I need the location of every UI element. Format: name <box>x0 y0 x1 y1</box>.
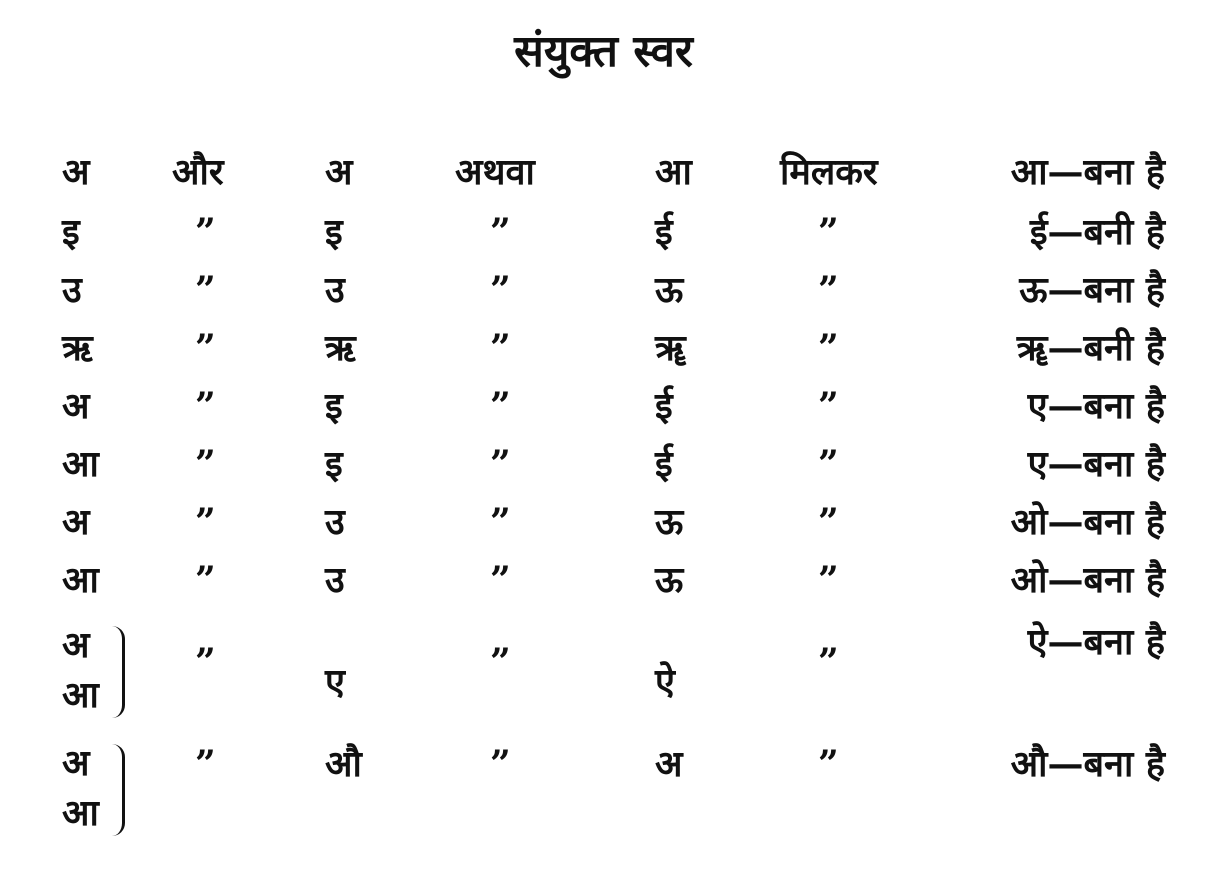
row-vowel-2: इ <box>325 385 343 427</box>
row-vowel-2: उ <box>325 559 345 601</box>
row-result: ऊ—बना है <box>1019 269 1165 311</box>
row-vowel-2: उ <box>325 269 345 311</box>
header-vowel-2: अ <box>325 151 353 193</box>
header-vowel-1: अ <box>62 151 90 193</box>
row-vowel-3: अ <box>655 743 683 785</box>
row-result: ॠ—बनी है <box>1016 327 1165 369</box>
ditto-mark: ” <box>195 743 216 785</box>
ditto-mark: ” <box>490 641 511 683</box>
row-vowel-2: औ <box>325 743 362 785</box>
ditto-mark: ” <box>490 501 511 543</box>
row-result: ए—बना है <box>1027 385 1165 427</box>
header-result: आ—बना है <box>1010 151 1165 193</box>
header-vowel-3: आ <box>655 151 692 193</box>
row-vowel-2: ए <box>325 661 345 703</box>
row-vowel-3: ऐ <box>655 661 675 703</box>
ditto-mark: ” <box>195 559 216 601</box>
curly-brace <box>112 626 125 718</box>
row-vowel-3: ॠ <box>655 327 686 369</box>
row-result: ओ—बना है <box>1010 559 1165 601</box>
ditto-mark: ” <box>490 385 511 427</box>
ditto-mark: ” <box>818 385 839 427</box>
table-row <box>0 558 1207 618</box>
ditto-mark: ” <box>195 443 216 485</box>
ditto-mark: ” <box>195 641 216 683</box>
curly-brace <box>112 744 125 836</box>
row-vowel-3: ऊ <box>655 269 684 311</box>
row-vowel-1: आ <box>62 443 99 485</box>
ditto-mark: ” <box>195 269 216 311</box>
grouped-table-row <box>0 738 1207 848</box>
row-vowel-2: इ <box>325 443 343 485</box>
table-row <box>0 442 1207 502</box>
ditto-mark: ” <box>490 743 511 785</box>
table-row <box>0 500 1207 560</box>
header-combined: मिलकर <box>780 151 878 193</box>
row-vowel-1: ऋ <box>62 327 93 369</box>
ditto-mark: ” <box>490 559 511 601</box>
row-vowel-3: ऊ <box>655 501 684 543</box>
row-vowel-3: ऊ <box>655 559 684 601</box>
table-row <box>0 268 1207 328</box>
header-or: अथवा <box>455 151 535 193</box>
ditto-mark: ” <box>818 559 839 601</box>
ditto-mark: ” <box>818 641 839 683</box>
ditto-mark: ” <box>818 211 839 253</box>
table-row <box>0 210 1207 270</box>
row-vowel-3: ई <box>655 211 673 253</box>
ditto-mark: ” <box>490 211 511 253</box>
row-result: औ—बना है <box>1010 743 1165 785</box>
ditto-mark: ” <box>195 211 216 253</box>
row-vowel-2: इ <box>325 211 343 253</box>
row-result: ई—बनी है <box>1029 211 1165 253</box>
ditto-mark: ” <box>195 385 216 427</box>
row-vowel-1: इ <box>62 211 80 253</box>
table-row <box>0 384 1207 444</box>
grouped-vowel-top: अ <box>62 742 90 784</box>
row-vowel-1: अ <box>62 385 90 427</box>
ditto-mark: ” <box>195 501 216 543</box>
ditto-mark: ” <box>818 327 839 369</box>
row-result: ए—बना है <box>1027 443 1165 485</box>
header-and: और <box>172 151 224 193</box>
row-vowel-2: उ <box>325 501 345 543</box>
ditto-mark: ” <box>818 743 839 785</box>
grouped-table-row <box>0 620 1207 730</box>
grouped-vowel-top: अ <box>62 624 90 666</box>
row-result: ओ—बना है <box>1010 501 1165 543</box>
ditto-mark: ” <box>490 443 511 485</box>
grouped-vowel-stack <box>62 738 99 838</box>
grouped-vowel-bottom: आ <box>62 792 99 834</box>
row-vowel-1: आ <box>62 559 99 601</box>
grouped-vowel-stack <box>62 620 99 720</box>
table-row <box>0 326 1207 386</box>
row-vowel-3: ई <box>655 443 673 485</box>
row-vowel-3: ई <box>655 385 673 427</box>
ditto-mark: ” <box>195 327 216 369</box>
grouped-vowel-bottom: आ <box>62 674 99 716</box>
row-vowel-1: उ <box>62 269 82 311</box>
ditto-mark: ” <box>818 443 839 485</box>
table-header-row <box>0 150 1207 210</box>
page-title: संयुक्त स्वर <box>514 26 693 77</box>
row-vowel-2: ऋ <box>325 327 356 369</box>
ditto-mark: ” <box>490 327 511 369</box>
ditto-mark: ” <box>818 501 839 543</box>
ditto-mark: ” <box>818 269 839 311</box>
ditto-mark: ” <box>490 269 511 311</box>
row-result: ऐ—बना है <box>1027 621 1165 663</box>
row-vowel-1: अ <box>62 501 90 543</box>
